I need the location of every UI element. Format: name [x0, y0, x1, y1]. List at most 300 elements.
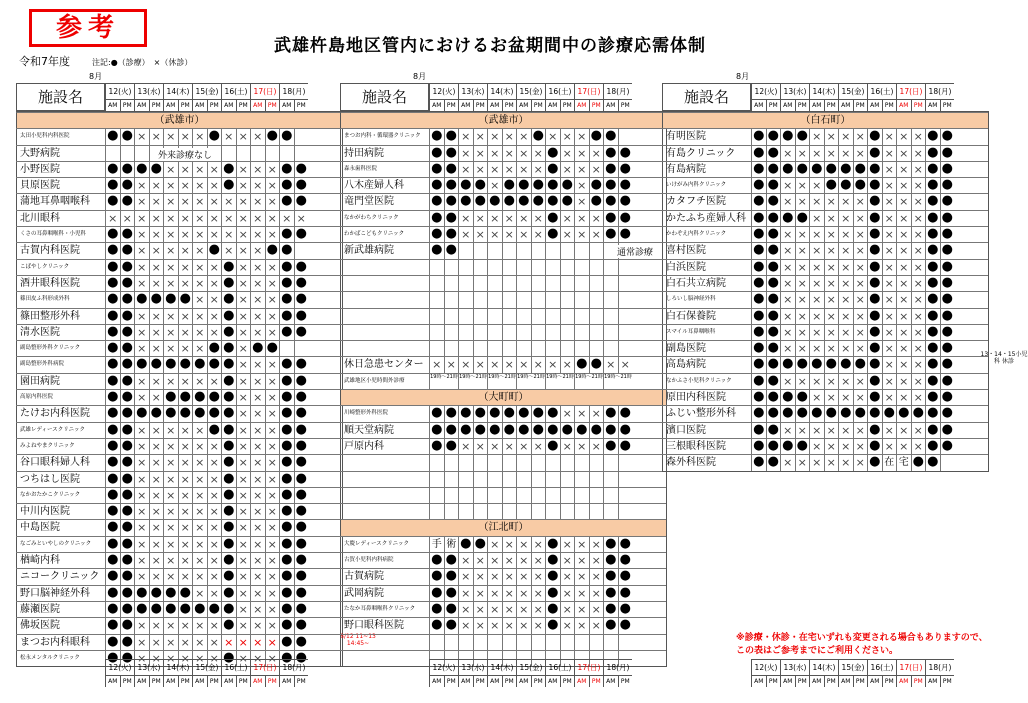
facility-name: 武岡病院 — [340, 586, 429, 601]
facility-name: 有島クリニック — [662, 146, 751, 161]
facility-name: 武雄レディースクリニック — [16, 423, 105, 438]
hours-cell: 19時～21時 — [545, 374, 574, 389]
status-cell — [487, 243, 502, 258]
facility-row — [16, 145, 342, 161]
facility-name — [340, 635, 429, 650]
status-cell: ● — [134, 162, 149, 177]
facility-name: たけお内科医院 — [16, 406, 105, 421]
pm-label: PM — [265, 675, 280, 687]
status-cell: ● — [207, 243, 222, 258]
day-label: 12(火) — [751, 659, 780, 675]
status-cell: × — [236, 651, 251, 666]
facility-name: みよねやまクリニック — [16, 439, 105, 454]
status-cell: ● — [120, 520, 135, 535]
status-cell: ● — [867, 194, 882, 209]
status-cell: ● — [925, 129, 940, 144]
am-label: AM — [279, 99, 294, 111]
day-label: 16(土) — [221, 83, 250, 99]
facility-row — [662, 389, 988, 405]
status-cell: ● — [751, 243, 766, 258]
status-cell: ● — [940, 406, 955, 421]
status-cell: × — [192, 341, 207, 356]
day-label: 16(土) — [545, 659, 574, 675]
status-cell: ● — [589, 357, 604, 372]
status-cell: × — [207, 553, 222, 568]
status-cell: × — [192, 635, 207, 650]
status-cell: ● — [105, 260, 120, 275]
status-cell: ● — [279, 569, 294, 584]
status-cell: × — [192, 260, 207, 275]
status-cell: × — [207, 374, 222, 389]
status-cell — [560, 243, 575, 258]
facility-row — [662, 275, 988, 291]
facility-name: こばやしクリニック — [16, 260, 105, 275]
status-cell: × — [221, 243, 236, 258]
facility-name: 貝原医院 — [16, 178, 105, 193]
status-cell: × — [780, 276, 795, 291]
status-cell — [618, 341, 633, 356]
status-cell: × — [178, 129, 193, 144]
facility-row — [662, 210, 988, 226]
facility-row — [340, 145, 666, 161]
day-label: 16(土) — [867, 83, 896, 99]
status-cell: × — [882, 129, 897, 144]
pm-label: PM — [207, 99, 222, 111]
status-cell — [589, 260, 604, 275]
status-cell — [444, 455, 459, 470]
status-cell: ● — [105, 292, 120, 307]
status-cell — [502, 243, 517, 258]
day-label: 18(月) — [279, 659, 308, 675]
status-cell: × — [502, 586, 517, 601]
status-cell — [502, 292, 517, 307]
am-label: AM — [458, 675, 473, 687]
status-cell: × — [896, 325, 911, 340]
status-cell: ● — [603, 194, 618, 209]
facility-name: 森外科医院 — [662, 455, 751, 470]
facility-name: わかばこどもクリニック — [340, 227, 429, 242]
status-cell: ● — [294, 178, 309, 193]
facility-row — [16, 308, 342, 324]
status-cell: × — [502, 602, 517, 617]
reference-stamp: 参考 — [29, 9, 147, 47]
status-cell — [545, 276, 560, 291]
status-cell: × — [853, 325, 868, 340]
status-cell: × — [824, 211, 839, 226]
section-header: （武雄市） — [340, 112, 666, 128]
status-cell: ● — [444, 243, 459, 258]
status-cell: × — [178, 374, 193, 389]
hours-cell: 19時～21時 — [458, 374, 487, 389]
status-cell: × — [250, 537, 265, 552]
status-cell: × — [458, 357, 473, 372]
status-cell: ● — [294, 586, 309, 601]
status-cell: × — [236, 194, 251, 209]
status-cell: × — [250, 618, 265, 633]
status-cell — [250, 146, 265, 161]
status-cell: × — [911, 423, 926, 438]
status-cell: × — [882, 423, 897, 438]
status-cell: ● — [809, 357, 824, 372]
status-cell: × — [207, 537, 222, 552]
am-label: AM — [838, 99, 853, 111]
am-label: AM — [487, 675, 502, 687]
am-label: AM — [603, 99, 618, 111]
status-cell: ● — [795, 129, 810, 144]
am-label: AM — [925, 99, 940, 111]
facility-row — [340, 340, 666, 356]
status-cell: ● — [766, 309, 781, 324]
status-cell: ● — [221, 390, 236, 405]
status-cell: × — [896, 243, 911, 258]
status-cell: × — [473, 439, 488, 454]
status-cell — [487, 504, 502, 519]
status-cell: ● — [134, 292, 149, 307]
status-cell: × — [574, 227, 589, 242]
status-cell: × — [163, 276, 178, 291]
status-cell: ● — [766, 374, 781, 389]
status-cell: × — [574, 602, 589, 617]
facility-row — [340, 422, 666, 438]
status-cell — [265, 146, 280, 161]
facility-name: 副島整形外科病院 — [16, 357, 105, 372]
status-cell: × — [250, 390, 265, 405]
status-cell: ● — [867, 292, 882, 307]
status-cell — [618, 635, 633, 650]
status-cell: ● — [940, 129, 955, 144]
day-label: 14(木) — [487, 83, 516, 99]
status-cell: ● — [294, 260, 309, 275]
status-cell: × — [236, 129, 251, 144]
status-cell — [502, 488, 517, 503]
facility-row — [16, 568, 342, 584]
status-cell: × — [250, 325, 265, 340]
status-cell: × — [809, 325, 824, 340]
status-cell: × — [250, 178, 265, 193]
status-cell: × — [192, 325, 207, 340]
status-cell: × — [265, 227, 280, 242]
facility-name-header: 施設名 — [340, 83, 429, 111]
day-label: 15(金) — [192, 659, 221, 675]
status-cell: × — [838, 439, 853, 454]
status-cell: ● — [458, 537, 473, 552]
status-cell: × — [838, 390, 853, 405]
status-cell: × — [163, 194, 178, 209]
status-cell: × — [487, 537, 502, 552]
status-cell: × — [265, 357, 280, 372]
status-cell — [429, 309, 444, 324]
status-cell: × — [589, 227, 604, 242]
status-cell: ● — [105, 406, 120, 421]
status-cell — [473, 260, 488, 275]
status-cell: × — [809, 146, 824, 161]
status-cell: ● — [279, 553, 294, 568]
status-cell — [487, 325, 502, 340]
status-cell: × — [574, 537, 589, 552]
status-cell: × — [795, 276, 810, 291]
status-cell: ● — [925, 162, 940, 177]
section-header: （武雄市） — [16, 112, 342, 128]
facility-row — [16, 340, 342, 356]
status-cell: × — [192, 162, 207, 177]
status-cell — [502, 635, 517, 650]
status-cell: ● — [221, 488, 236, 503]
status-cell: ● — [867, 276, 882, 291]
facility-name: まつお内科眼科 — [16, 635, 105, 650]
am-label: AM — [780, 675, 795, 687]
status-cell: × — [250, 129, 265, 144]
fiscal-year: 令和7年度 — [19, 55, 70, 68]
status-cell: × — [809, 390, 824, 405]
status-cell: ● — [120, 194, 135, 209]
status-cell: ● — [120, 553, 135, 568]
day-label: 18(月) — [925, 659, 954, 675]
facility-name: ニコークリニック — [16, 569, 105, 584]
status-cell: × — [589, 537, 604, 552]
status-cell: ● — [603, 211, 618, 226]
facility-row — [16, 519, 342, 535]
status-cell: × — [207, 472, 222, 487]
status-cell: × — [795, 260, 810, 275]
status-cell — [458, 488, 473, 503]
status-cell: ● — [516, 194, 531, 209]
status-cell — [574, 325, 589, 340]
status-cell: × — [560, 618, 575, 633]
status-cell: × — [487, 162, 502, 177]
status-cell: × — [882, 243, 897, 258]
status-cell: ● — [429, 569, 444, 584]
facility-row — [340, 373, 666, 389]
status-cell: × — [560, 553, 575, 568]
status-cell: ● — [867, 146, 882, 161]
facility-row — [340, 324, 666, 340]
status-cell: × — [896, 292, 911, 307]
status-cell: ● — [444, 618, 459, 633]
status-cell: × — [473, 569, 488, 584]
status-cell: ● — [618, 602, 633, 617]
status-cell: × — [149, 651, 164, 666]
status-cell: ● — [279, 472, 294, 487]
facility-name: なかふさ小児科クリニック — [662, 374, 751, 389]
status-cell: × — [838, 309, 853, 324]
status-cell: ● — [294, 472, 309, 487]
status-cell: ● — [867, 439, 882, 454]
status-cell: × — [207, 325, 222, 340]
status-cell — [516, 455, 531, 470]
status-cell: ● — [120, 586, 135, 601]
status-cell: ● — [279, 374, 294, 389]
hours-cell: 19時～21時 — [603, 374, 632, 389]
pm-label: PM — [766, 99, 781, 111]
status-cell: × — [134, 129, 149, 144]
status-cell: ● — [751, 423, 766, 438]
status-cell: ● — [751, 390, 766, 405]
status-cell: × — [207, 439, 222, 454]
status-cell: ● — [105, 520, 120, 535]
status-cell: × — [589, 602, 604, 617]
status-cell: ● — [867, 162, 882, 177]
am-label: AM — [867, 675, 882, 687]
status-cell — [487, 635, 502, 650]
status-cell: × — [589, 569, 604, 584]
status-cell: × — [444, 357, 459, 372]
status-cell: × — [560, 537, 575, 552]
status-cell: ● — [207, 357, 222, 372]
status-cell — [502, 260, 517, 275]
pm-label: PM — [940, 99, 955, 111]
status-cell: × — [250, 455, 265, 470]
facility-name: 楢崎内科 — [16, 553, 105, 568]
facility-name: 森永歯科医院 — [340, 162, 429, 177]
status-cell: ● — [867, 309, 882, 324]
status-cell: ● — [618, 423, 633, 438]
status-cell: ● — [867, 455, 882, 470]
status-cell: × — [149, 520, 164, 535]
status-cell: ● — [618, 146, 633, 161]
am-label: AM — [429, 675, 444, 687]
status-cell: ● — [444, 129, 459, 144]
status-cell: × — [192, 129, 207, 144]
status-cell: ● — [294, 194, 309, 209]
facility-name: 中島医院 — [16, 520, 105, 535]
status-cell: ● — [294, 292, 309, 307]
pm-label: PM — [149, 99, 164, 111]
status-cell: × — [487, 146, 502, 161]
status-cell: × — [134, 325, 149, 340]
status-cell — [589, 504, 604, 519]
status-cell: × — [882, 178, 897, 193]
status-cell: × — [250, 586, 265, 601]
status-cell: ● — [824, 406, 839, 421]
status-cell: ● — [867, 357, 882, 372]
status-cell: × — [838, 455, 853, 470]
status-cell — [487, 309, 502, 324]
status-cell: ● — [545, 162, 560, 177]
status-cell — [444, 504, 459, 519]
status-cell — [531, 472, 546, 487]
status-cell: × — [574, 586, 589, 601]
status-cell: ● — [824, 162, 839, 177]
status-cell: ● — [221, 162, 236, 177]
status-cell: ● — [603, 537, 618, 552]
facility-name: 小野医院 — [16, 162, 105, 177]
status-cell: ● — [105, 537, 120, 552]
status-cell: × — [824, 455, 839, 470]
status-cell: × — [531, 146, 546, 161]
facility-name: ふじい整形外科 — [662, 406, 751, 421]
status-cell: ● — [589, 423, 604, 438]
status-cell — [294, 129, 309, 144]
status-cell: × — [809, 309, 824, 324]
status-cell: ● — [940, 194, 955, 209]
status-cell: × — [882, 276, 897, 291]
facility-name: まつお内科・循環器クリニック — [340, 129, 429, 144]
status-cell: ● — [545, 602, 560, 617]
status-cell: ● — [279, 129, 294, 144]
facility-name: 太田小児科内科医院 — [16, 129, 105, 144]
status-cell: × — [853, 423, 868, 438]
status-cell: ● — [178, 406, 193, 421]
status-cell: ● — [766, 325, 781, 340]
status-cell: × — [279, 211, 294, 226]
status-cell: ● — [925, 325, 940, 340]
am-label: AM — [838, 675, 853, 687]
status-cell: ● — [809, 406, 824, 421]
status-cell: × — [896, 129, 911, 144]
facility-name: 白浜医院 — [662, 260, 751, 275]
status-cell — [574, 504, 589, 519]
status-cell: ● — [766, 276, 781, 291]
status-cell: × — [882, 292, 897, 307]
status-cell: ● — [105, 243, 120, 258]
status-cell: ● — [294, 569, 309, 584]
facility-name: 古賀内科医院 — [16, 243, 105, 258]
status-cell: ● — [780, 211, 795, 226]
pm-label: PM — [882, 99, 897, 111]
status-cell — [545, 455, 560, 470]
status-cell: × — [502, 618, 517, 633]
status-cell — [134, 146, 149, 161]
status-cell: × — [896, 260, 911, 275]
facility-row — [340, 471, 666, 487]
status-cell — [120, 146, 135, 161]
status-cell: ● — [751, 341, 766, 356]
status-cell: × — [838, 341, 853, 356]
status-cell: ● — [751, 439, 766, 454]
status-cell — [487, 472, 502, 487]
facility-name: 竜門堂医院 — [340, 194, 429, 209]
facility-name — [340, 488, 429, 503]
status-cell: × — [236, 455, 251, 470]
status-cell: × — [178, 455, 193, 470]
status-cell: ● — [545, 227, 560, 242]
status-cell: × — [149, 455, 164, 470]
status-cell: × — [853, 341, 868, 356]
status-cell: × — [265, 309, 280, 324]
status-cell: ● — [780, 439, 795, 454]
am-label: AM — [751, 675, 766, 687]
status-cell: × — [896, 309, 911, 324]
status-cell — [574, 635, 589, 650]
facility-row — [340, 161, 666, 177]
status-cell: ● — [294, 635, 309, 650]
status-cell — [516, 292, 531, 307]
status-cell — [487, 276, 502, 291]
am-label: AM — [134, 99, 149, 111]
status-cell: × — [809, 129, 824, 144]
status-cell — [618, 325, 633, 340]
am-label: AM — [896, 99, 911, 111]
hours-cell: 19時～21時 — [516, 374, 545, 389]
status-cell — [589, 276, 604, 291]
status-cell: ● — [163, 586, 178, 601]
pm-label: PM — [120, 675, 135, 687]
status-cell — [458, 472, 473, 487]
status-cell: ● — [751, 374, 766, 389]
status-cell: ● — [444, 439, 459, 454]
status-cell: ● — [853, 357, 868, 372]
status-cell — [560, 455, 575, 470]
am-label: AM — [603, 675, 618, 687]
status-cell: × — [458, 227, 473, 242]
facility-row — [16, 632, 376, 650]
facility-name: いけがみ内科クリニック — [662, 178, 751, 193]
status-cell: × — [265, 423, 280, 438]
status-cell: × — [192, 194, 207, 209]
status-cell: ● — [105, 439, 120, 454]
row-note: 外来診療なし — [156, 148, 214, 161]
status-cell: ● — [221, 309, 236, 324]
